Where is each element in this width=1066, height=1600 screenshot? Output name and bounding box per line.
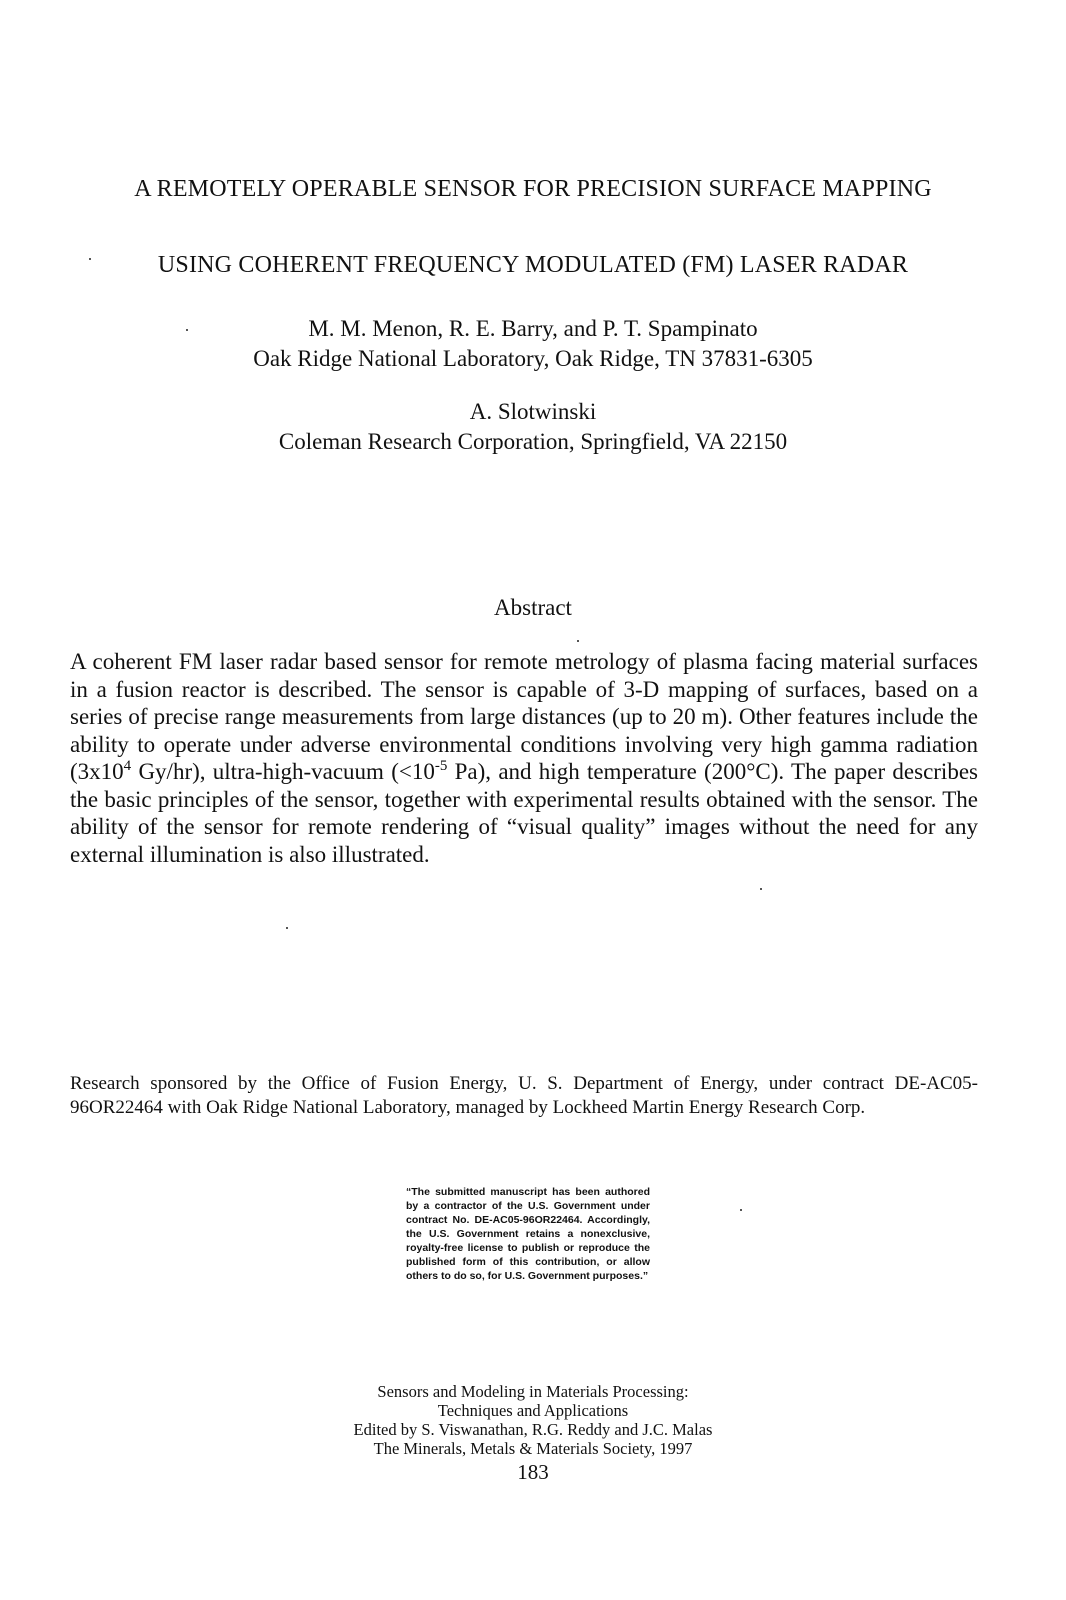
author-block-2 bbox=[0, 397, 1066, 457]
title-line-1: A REMOTELY OPERABLE SENSOR FOR PRECISION SURFACE MAPPING bbox=[134, 176, 932, 202]
abstract-text-part3: Pa), and high temperature (200°C). The paper describes the basic principles of the sensor, together with experimental results obtained with the sensor. The ability of the sensor for remote rendering of “visual quality” images without the need for any external illumination is also illustrated. bbox=[70, 759, 978, 867]
author-block-1 bbox=[0, 314, 1066, 374]
book-title: Sensors and Modeling in Materials Processing: bbox=[377, 1382, 689, 1401]
book-citation bbox=[0, 1382, 1066, 1458]
book-editors: Edited by S. Viswanathan, R.G. Reddy and J.C. Malas bbox=[353, 1420, 713, 1439]
title-line-2: USING COHERENT FREQUENCY MODULATED (FM) LASER RADAR bbox=[157, 252, 909, 278]
scan-speck bbox=[760, 888, 762, 890]
abstract-superscript-exponent: -5 bbox=[434, 758, 448, 774]
abstract-text-part1: A coherent FM laser radar based sensor for remote metrology of plasma facing material surfaces in a fusion reactor is described. The sensor is capable of 3-D mapping of surfaces, based on a series of precise range measurements from large distances (up to 20 m). Other features include the ability to operate under adverse environmental conditions involving very high gamma radiation (3x10 bbox=[70, 649, 978, 784]
scan-speck bbox=[186, 329, 188, 331]
author-affiliation: Coleman Research Corporation, Springfield, VA 22150 bbox=[278, 429, 788, 454]
book-publisher: The Minerals, Metals & Materials Society, 1997 bbox=[373, 1439, 693, 1458]
abstract-text-part2: Gy/hr), ultra-high-vacuum (<10 bbox=[131, 759, 435, 784]
abstract-body bbox=[70, 648, 978, 868]
book-subtitle: Techniques and Applications bbox=[437, 1401, 629, 1420]
scan-speck bbox=[286, 927, 288, 929]
author-names: M. M. Menon, R. E. Barry, and P. T. Spampinato bbox=[308, 316, 758, 341]
author-names: A. Slotwinski bbox=[469, 399, 597, 424]
scan-speck bbox=[740, 1209, 742, 1211]
scan-speck bbox=[89, 258, 91, 260]
abstract-heading: Abstract bbox=[494, 595, 572, 620]
government-disclaimer: “The submitted manuscript has been authored by a contractor of the U.S. Government under contract No. DE-AC05-96OR22464. Accordingly, the U.S. Government retains a nonexclusive, royalty-free license to publish or reproduce the published form of this contribution, or allow others to do so, for U.S. Government purposes.” bbox=[406, 1186, 650, 1282]
page-number: 183 bbox=[517, 1460, 549, 1484]
abstract-superscript-exponent: 4 bbox=[123, 758, 132, 774]
sponsor-footnote: Research sponsored by the Office of Fusion Energy, U. S. Department of Energy, under contract DE-AC05-96OR22464 with Oak Ridge National Laboratory, managed by Lockheed Martin Energy Research Corp. bbox=[70, 1073, 978, 1118]
author-affiliation: Oak Ridge National Laboratory, Oak Ridge, TN 37831-6305 bbox=[253, 346, 813, 371]
scan-speck bbox=[577, 640, 579, 642]
